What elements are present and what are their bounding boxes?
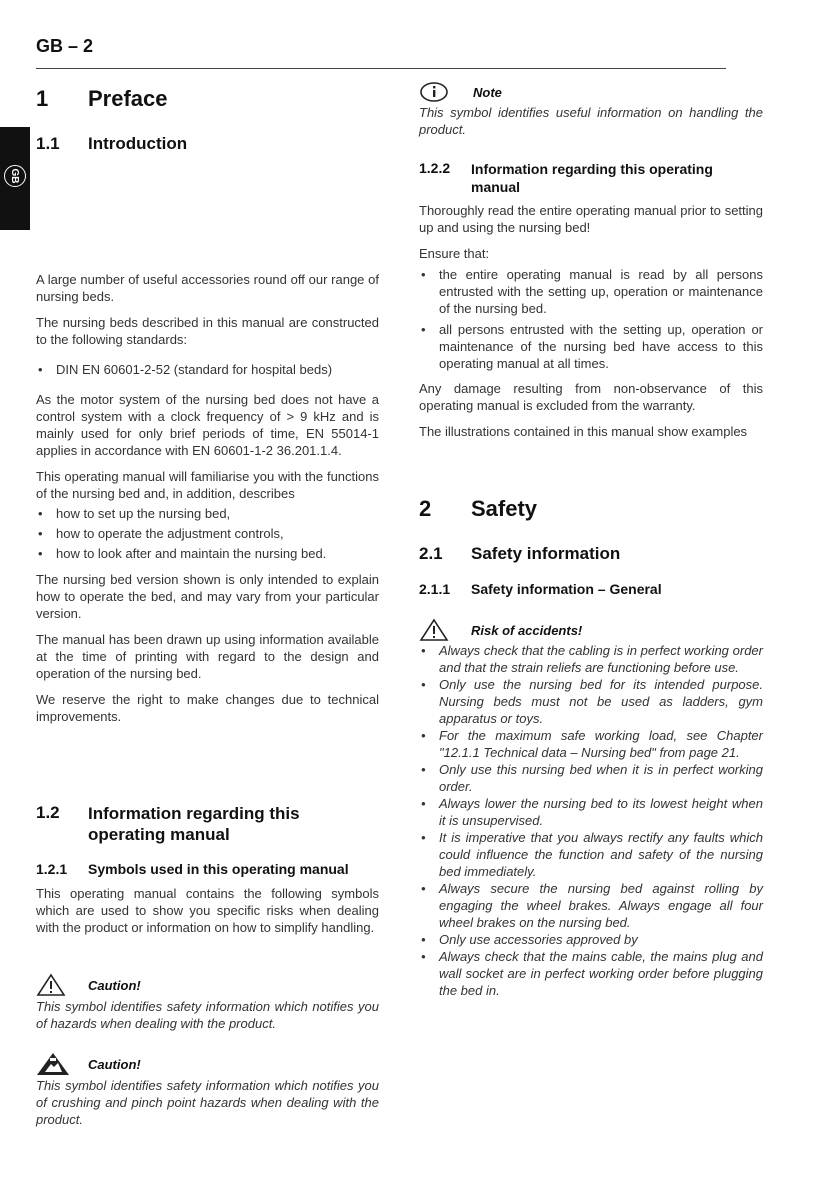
symbols-intro (36, 885, 379, 936)
paragraph-ensure: Ensure that: (419, 246, 490, 261)
list-item: • how to operate the adjustment controls, (36, 525, 379, 542)
list-item: • Always check that the mains cable, the mains plug and wall socket are in perfect working order before plugging the bed in. (419, 948, 763, 999)
section-number: 2.1.1 (419, 581, 451, 597)
risk-list (419, 642, 763, 999)
preface-body (36, 271, 379, 725)
section-number: 1.2.1 (36, 861, 68, 877)
paragraph-drawn-up: The manual has been drawn up using information available at the time of printing with regard to the design and operation of the nursing bed. (36, 632, 379, 681)
section-number: 2 (419, 496, 432, 521)
paragraph-standards: The nursing beds described in this manual are constructed to the following standards: (36, 315, 379, 347)
paragraph-symbols: This operating manual contains the following symbols which are used to show you specific risks when dealing with the product or information on how to simplify handling. (36, 886, 379, 935)
manual-info-body (419, 202, 763, 440)
section-1-2-1-heading (36, 861, 379, 877)
info-note-icon (419, 81, 451, 103)
section-title: Preface (88, 86, 168, 111)
list-item: • Always secure the nursing bed against rolling by engaging the wheel brakes. Always engage all four wheel brakes on the nursing bed. (419, 880, 763, 931)
paragraph-motor-system: As the motor system of the nursing bed does not have a control system with a clock frequency of > 9 kHz and is mainly used for only brief periods of time, EN 55014-1 applies in accordance with EN 60601-1-2 36.201.1.4. (36, 392, 379, 458)
functions-list (36, 505, 379, 562)
section-title: Information regarding this operating manual (471, 161, 713, 195)
list-item: • Only use this nursing bed when it is in perfect working order. (419, 761, 763, 795)
list-item: • Always check that the cabling is in perfect working order and that the strain reliefs are functioning before use. (419, 642, 763, 676)
risk-label: Risk of accidents! (471, 622, 583, 638)
paragraph-familiarise: This operating manual will familiarise you with the functions of the nursing bed and, in addition, describes (36, 469, 379, 501)
list-item: • how to set up the nursing bed, (36, 505, 379, 522)
list-item: • the entire operating manual is read by all persons entrusted with the setting up, operation or maintenance of the nursing bed. (419, 266, 763, 317)
section-1-2-2-heading (419, 160, 763, 196)
section-1-2-heading (36, 803, 379, 845)
section-2-1-heading (419, 544, 763, 564)
paragraph-read-manual: Thoroughly read the entire operating manual prior to setting up and using the nursing bed! (419, 203, 763, 235)
risk-block (419, 618, 763, 999)
paragraph-illustrations: The illustrations contained in this manual show examples (419, 424, 748, 439)
section-number: 1.1 (36, 134, 60, 153)
caution-label: Caution! (88, 977, 141, 993)
paragraph-accessories: A large number of useful accessories round off our range of nursing beds. (36, 272, 379, 304)
section-1-1-heading (36, 134, 379, 154)
paragraph-reserve-right: We reserve the right to make changes due to technical improvements. (36, 692, 379, 724)
header-rule (36, 68, 726, 69)
section-2-heading (419, 496, 763, 522)
warning-triangle-icon (36, 973, 66, 997)
note-text: This symbol identifies useful information on handling the product. (419, 105, 763, 137)
section-number: 1 (36, 86, 49, 111)
section-number: 2.1 (419, 544, 443, 563)
list-item: • It is imperative that you always rectify any faults which could influence the function and safety of the nursing bed immediately. (419, 829, 763, 880)
section-2-1-1-heading (419, 581, 763, 597)
section-1-heading (36, 86, 379, 112)
caution-text: This symbol identifies safety information which notifies you of hazards when dealing with the product. (36, 999, 379, 1031)
section-number: 1.2 (36, 803, 60, 822)
section-title: Safety (471, 496, 538, 521)
section-title: Introduction (88, 134, 188, 153)
list-item: • Only use the nursing bed for its intended purpose. Nursing beds must not be used as ladders, gym apparatus or toys. (419, 676, 763, 727)
list-item: • how to look after and maintain the nursing bed. (36, 545, 379, 562)
section-number: 1.2.2 (419, 160, 451, 176)
list-item: • For the maximum safe working load, see Chapter "12.1.1 Technical data – Nursing bed" from page 21. (419, 727, 763, 761)
language-tab-label: GB (4, 165, 26, 187)
page-number-label: GB – 2 (36, 36, 94, 56)
list-item: • all persons entrusted with the setting up, operation or maintenance of the nursing bed have access to this operating manual at all times. (419, 321, 763, 372)
list-item: • Only use accessories approved by (419, 931, 763, 948)
section-title: Information regarding this operating manual (88, 804, 300, 844)
caution-block-general (36, 972, 379, 1032)
section-title: Symbols used in this operating manual (88, 861, 349, 877)
section-title: Safety information (471, 544, 621, 563)
list-item: • DIN EN 60601-2-52 (standard for hospital beds) (36, 361, 379, 378)
ensure-list (419, 266, 763, 372)
list-item: • Always lower the nursing bed to its lowest height when it is unsupervised. (419, 795, 763, 829)
caution-block-crushing (36, 1051, 379, 1128)
note-block (419, 80, 763, 138)
standards-list (36, 361, 379, 378)
caution-text: This symbol identifies safety information which notifies you of crushing and pinch point hazards when dealing with the product. (36, 1078, 379, 1127)
paragraph-version: The nursing bed version shown is only intended to explain how to operate the bed, and may vary from your particular version. (36, 572, 379, 621)
caution-label: Caution! (88, 1056, 141, 1072)
paragraph-warranty: Any damage resulting from non-observance of this operating manual is excluded from the warranty. (419, 381, 763, 413)
crushing-hazard-icon (36, 1052, 70, 1076)
warning-triangle-icon (419, 618, 449, 642)
note-label: Note (473, 84, 502, 100)
section-title: Safety information – General (471, 581, 662, 597)
language-side-tab (0, 127, 30, 230)
